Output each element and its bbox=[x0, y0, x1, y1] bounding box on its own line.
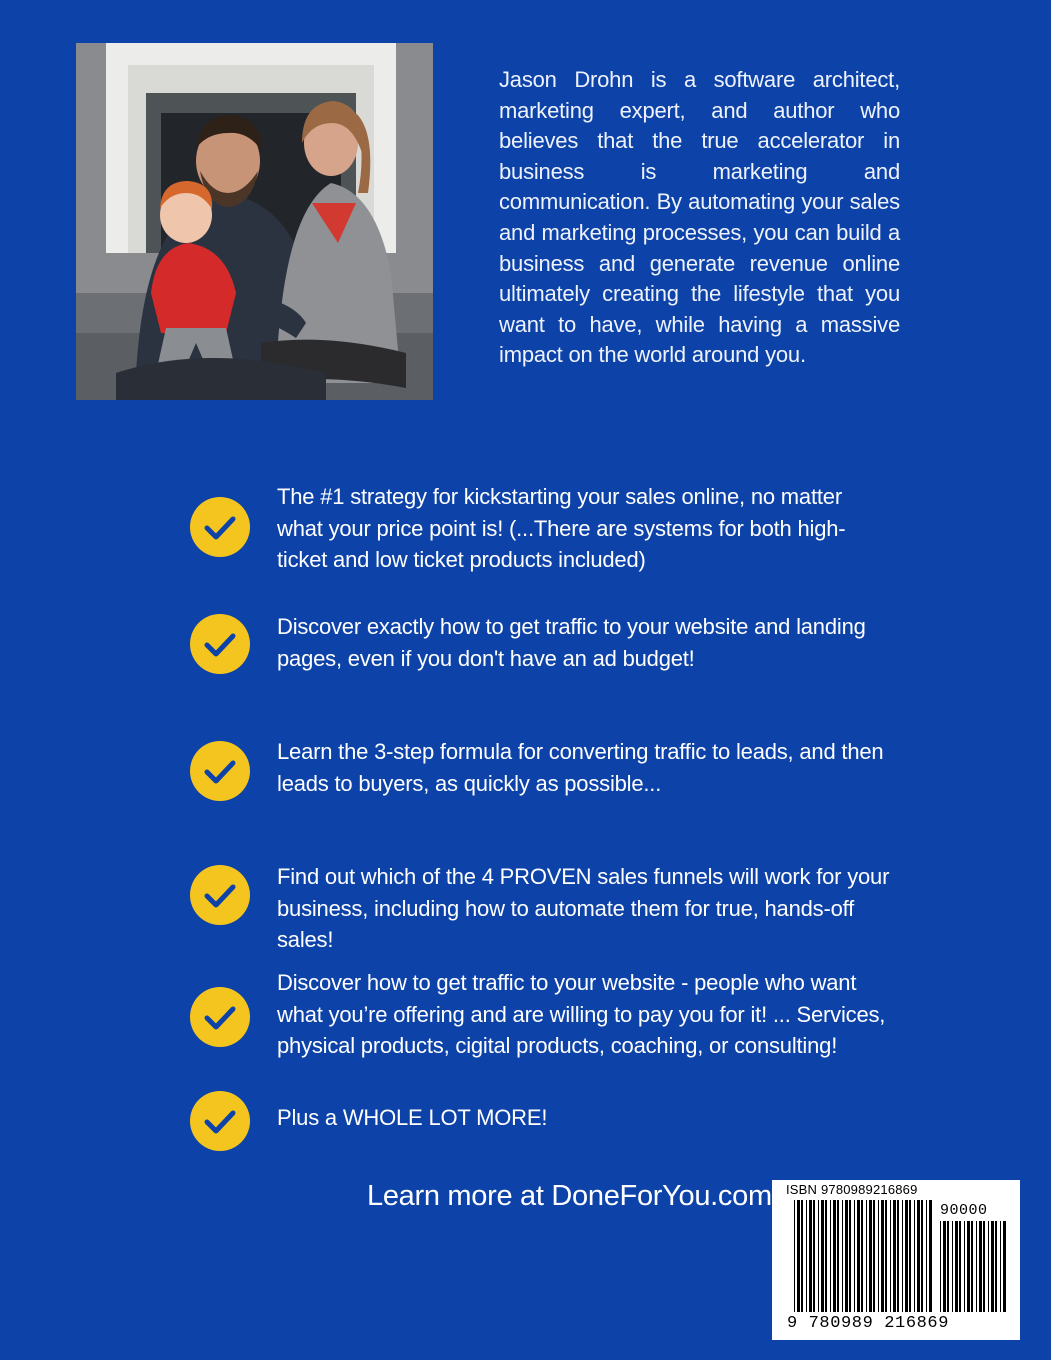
barcode-bar bbox=[857, 1200, 860, 1312]
barcode-bar bbox=[917, 1200, 920, 1312]
barcode-bars bbox=[794, 1200, 934, 1312]
barcode-bar bbox=[959, 1221, 961, 1312]
checkmark-icon bbox=[190, 987, 250, 1047]
feature-text: The #1 strategy for kickstarting your sales online, no matter what your price point is! (...There are systems for both high-ticket and low ticket products included) bbox=[277, 484, 846, 572]
barcode-bar bbox=[813, 1200, 815, 1312]
author-bio: Jason Drohn is a software architect, marketing expert, and author who believes that the true accelerator in business is marketing and communication. By automating your sales and marketing processes, you can build a business and generate revenue online ultimately creating the lifestyle that you want to have, while having a massive impact on the world around you. bbox=[499, 67, 900, 368]
barcode-bar bbox=[988, 1221, 989, 1312]
barcode-digits: 9 780989 216869 bbox=[787, 1314, 950, 1333]
barcode-bar bbox=[818, 1200, 819, 1312]
price-code: 90000 bbox=[940, 1202, 988, 1219]
barcode-bar bbox=[830, 1200, 831, 1312]
feature-text: Find out which of the 4 PROVEN sales funnels will work for your business, including how to automate them for true, hands-off sales! bbox=[277, 864, 890, 952]
checkmark-icon bbox=[190, 614, 250, 674]
barcode-addon-bars bbox=[940, 1221, 1006, 1312]
barcode-bar bbox=[821, 1200, 824, 1312]
barcode-bar bbox=[967, 1221, 970, 1312]
barcode-bar bbox=[909, 1200, 911, 1312]
barcode-bar bbox=[929, 1200, 932, 1312]
checkmark-icon bbox=[190, 741, 250, 801]
barcode-bar bbox=[797, 1200, 800, 1312]
author-family-photo bbox=[76, 43, 433, 400]
barcode-bar bbox=[809, 1200, 812, 1312]
barcode-bar bbox=[943, 1221, 946, 1312]
barcode-bar bbox=[806, 1200, 807, 1312]
feature-text: Learn the 3-step formula for converting traffic to leads, and then leads to buyers, as quickly as possible... bbox=[277, 739, 884, 796]
barcode-bar bbox=[845, 1200, 848, 1312]
checkmark-icon bbox=[190, 497, 250, 557]
barcode-bar bbox=[905, 1200, 908, 1312]
barcode-bar bbox=[1000, 1221, 1001, 1312]
checkmark-icon bbox=[190, 865, 250, 925]
isbn-barcode bbox=[772, 1180, 1020, 1340]
barcode-bar bbox=[842, 1200, 843, 1312]
barcode-bar bbox=[952, 1221, 953, 1312]
barcode-bar bbox=[890, 1200, 891, 1312]
barcode-bar bbox=[866, 1200, 867, 1312]
barcode-bar bbox=[801, 1200, 803, 1312]
barcode-bar bbox=[873, 1200, 875, 1312]
barcode-bar bbox=[976, 1221, 977, 1312]
barcode-bar bbox=[885, 1200, 887, 1312]
checkmark-icon bbox=[190, 1091, 250, 1151]
isbn-label: ISBN 9780989216869 bbox=[786, 1182, 918, 1197]
barcode-bar bbox=[794, 1200, 795, 1312]
barcode-bar bbox=[914, 1200, 915, 1312]
barcode-bar bbox=[825, 1200, 827, 1312]
barcode-bar bbox=[940, 1221, 941, 1312]
barcode-bar bbox=[837, 1200, 839, 1312]
learn-more-link[interactable]: Learn more at DoneForYou.com bbox=[367, 1180, 772, 1212]
barcode-bar bbox=[979, 1221, 982, 1312]
barcode-bar bbox=[861, 1200, 863, 1312]
barcode-bar bbox=[926, 1200, 927, 1312]
feature-text: Discover exactly how to get traffic to your website and landing pages, even if you don't have an ad budget! bbox=[277, 614, 866, 671]
barcode-bar bbox=[964, 1221, 965, 1312]
barcode-bar bbox=[955, 1221, 958, 1312]
barcode-bar bbox=[1003, 1221, 1006, 1312]
barcode-bar bbox=[921, 1200, 923, 1312]
feature-text: Plus a WHOLE LOT MORE! bbox=[277, 1105, 548, 1130]
barcode-bar bbox=[947, 1221, 949, 1312]
barcode-bar bbox=[893, 1200, 896, 1312]
barcode-bar bbox=[833, 1200, 836, 1312]
barcode-bar bbox=[983, 1221, 985, 1312]
barcode-bar bbox=[869, 1200, 872, 1312]
barcode-bar bbox=[854, 1200, 855, 1312]
feature-text: Discover how to get traffic to your website - people who want what you’re offering and are willing to pay you for it! ... Services, physical products, cigital products, coaching, or consulting! bbox=[277, 970, 886, 1058]
barcode-bar bbox=[971, 1221, 973, 1312]
barcode-bar bbox=[897, 1200, 899, 1312]
barcode-bar bbox=[878, 1200, 879, 1312]
barcode-bar bbox=[995, 1221, 997, 1312]
barcode-bar bbox=[902, 1200, 903, 1312]
barcode-bar bbox=[849, 1200, 851, 1312]
barcode-bar bbox=[881, 1200, 884, 1312]
barcode-bar bbox=[991, 1221, 994, 1312]
